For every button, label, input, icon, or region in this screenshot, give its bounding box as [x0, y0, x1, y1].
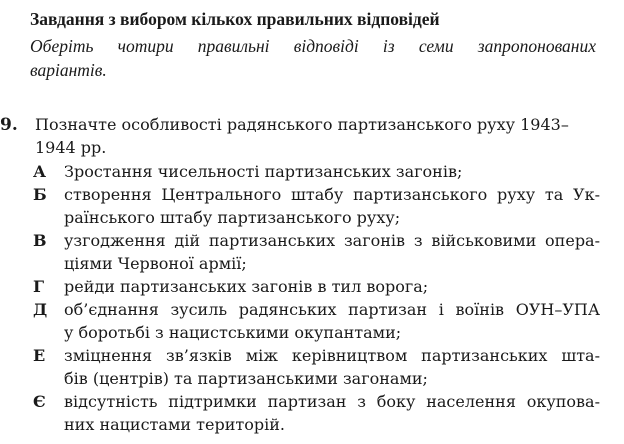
question-text-line: 1944 рр.	[35, 138, 107, 157]
option-text-line: Зростання чисельності партизанських загонів;	[64, 162, 463, 181]
option-text	[64, 344, 600, 390]
option-text-line: створення Центрального штабу партизанського руху та Ук-	[64, 185, 600, 204]
question-number: 9.	[0, 115, 18, 135]
option-text	[64, 229, 600, 275]
option-text	[64, 390, 600, 436]
option-text	[64, 298, 600, 344]
option-text-line: у боротьбі з нацистськими окупантами;	[64, 323, 402, 342]
option-letter: Є	[33, 392, 46, 411]
option-letter: В	[33, 231, 47, 250]
option-letter: Д	[33, 300, 48, 319]
option-text-line: узгодження дій партизанських загонів з військовими опера-	[64, 231, 600, 250]
option-text	[64, 183, 600, 229]
option-letter: Г	[33, 277, 45, 296]
option-text-line: відсутність підтримки партизан з боку населення окупова-	[64, 392, 600, 411]
option-text-line: об’єднання зусиль радянських партизан і воїнів ОУН–УПА	[64, 300, 600, 319]
option-text-line: раїнського штабу партизанського руху;	[64, 208, 401, 227]
option-letter: Е	[33, 346, 46, 365]
option-text-line: них нацистами територій.	[64, 415, 285, 434]
option-text-line: зміцнення зв’язків між керівництвом партизанських шта-	[64, 346, 600, 365]
option-text-line: ціями Червоної армії;	[64, 254, 247, 273]
option-text-line: бів (центрів) та партизанськими загонами;	[64, 369, 428, 388]
section-title: Завдання з вибором кількох правильних відповідей	[30, 9, 440, 29]
option-letter: А	[33, 162, 47, 181]
instruction-line: варіантів.	[30, 60, 107, 80]
option-text	[64, 275, 600, 298]
question-text	[35, 113, 600, 159]
option-letter: Б	[33, 185, 47, 204]
option-text-line: рейди партизанських загонів в тил ворога;	[64, 277, 429, 296]
instruction-line: Оберіть чотири правильні відповіді із семи запропонованих	[30, 36, 596, 56]
option-text	[64, 160, 600, 183]
question-text-line: Позначте особливості радянського партизанського руху 1943–	[35, 115, 569, 134]
instruction-text	[30, 34, 596, 82]
